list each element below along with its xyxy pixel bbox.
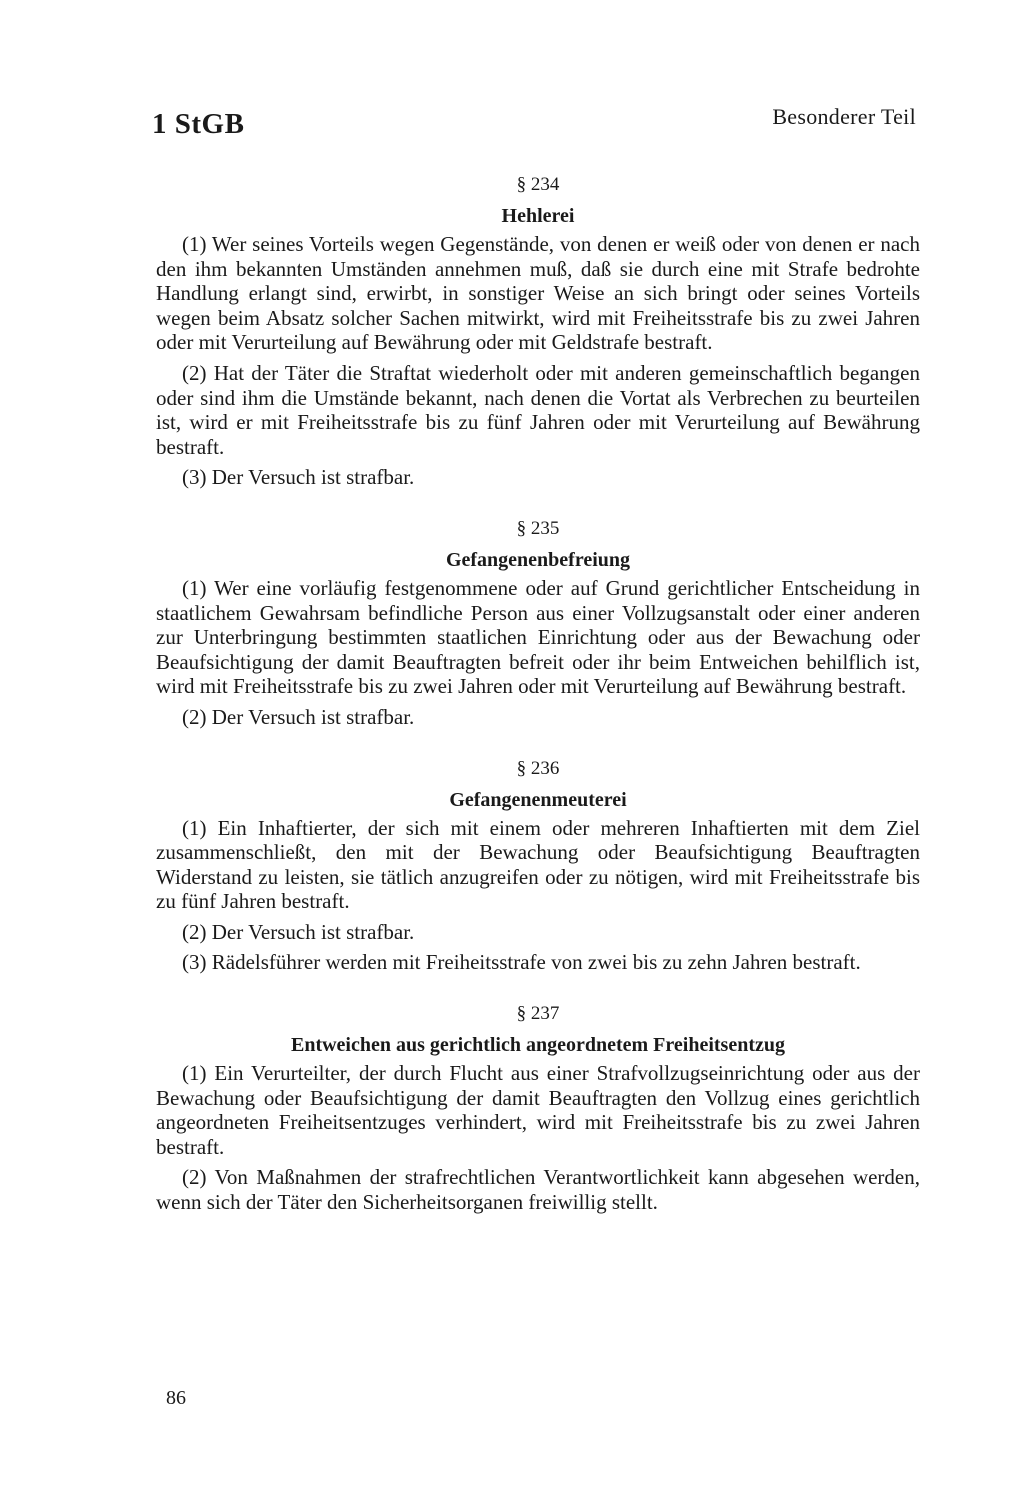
- document-body: [156, 170, 920, 1221]
- section-number: § 235: [516, 517, 560, 539]
- paragraph: (3) Rädelsführer werden mit Freiheitsstrafe von zwei bis zu zehn Jahren bestraft.: [182, 950, 861, 975]
- paragraph: (2) Hat der Täter die Straftat wiederholt oder mit anderen gemeinschaftlich begangen oder sind ihm die Umstände bekannt, nach denen die Vortat als Verbrechen zu beurteilen ist, wird er mit Freiheitsstrafe bis zu fünf Jahren oder mit Verurteilung auf Bewährung bestraft.: [156, 360, 920, 459]
- section-title: Hehlerei: [501, 205, 575, 227]
- page-header: [152, 102, 916, 142]
- paragraph: (1) Ein Verurteilter, der durch Flucht aus einer Strafvollzugseinrichtung oder aus der Bewachung oder Beaufsichtigung der damit Beauftragten den Vollzug eines gerichtlich angeordneten Freiheitsentzuges verhindert, wird mit Freiheitsstrafe bis zu zwei Jahren bestraft.: [156, 1061, 920, 1159]
- section-number: § 234: [516, 174, 560, 195]
- section-title: Gefangenenmeuterei: [449, 788, 627, 811]
- section-237: [156, 999, 920, 1215]
- paragraph: (3) Der Versuch ist strafbar.: [182, 465, 415, 490]
- paragraph: (2) Der Versuch ist strafbar.: [182, 919, 415, 944]
- paragraph: (1) Wer seines Vorteils wegen Gegenstände, von denen er weiß oder von denen er nach den ihm bekannten Umständen annehmen muß, daß sie durch eine mit Strafe bedrohte Handlung erlangt sind, erwirbt, in sonstiger Weise an sich bringt oder seines Vorteils wegen beim Absatz solcher Sachen mitwirkt, wird mit Freiheitsstrafe bis zu zwei Jahren oder mit Verurteilung auf Bewährung oder mit Geldstrafe bestraft.: [156, 232, 920, 355]
- paragraph: (2) Der Versuch ist strafbar.: [182, 704, 415, 729]
- page-number: 86: [166, 1387, 186, 1409]
- section-234: [156, 170, 920, 490]
- section-number: § 236: [516, 757, 560, 779]
- section-235: [156, 514, 920, 730]
- paragraph: (2) Von Maßnahmen der strafrechtlichen Verantwortlichkeit kann abgesehen werden, wenn sich der Täter den Sicherheitsorganen freiwillig stellt.: [156, 1165, 920, 1215]
- paragraph: (1) Wer eine vorläufig festgenommene oder auf Grund gerichtlicher Entscheidung in staatlichem Gewahrsam befindliche Person aus einer Vollzugsanstalt oder einer anderen zur Unterbringung bestimmten staatlichen Einrichtung oder aus der Bewachung oder Beaufsichtigung der damit Beauftragten befreit oder ihr beim Entweichen behilflich ist, wird mit Freiheitsstrafe bis zu zwei Jahren oder mit Verurteilung auf Bewährung bestraft.: [156, 575, 920, 699]
- section-title: Entweichen aus gerichtlich angeordnetem Freiheitsentzug: [290, 1034, 785, 1057]
- section-236: [156, 754, 920, 976]
- section-title: Gefangenenbefreiung: [445, 548, 631, 571]
- paragraph: (1) Ein Inhaftierter, der sich mit einem oder mehreren Inhaftierten mit dem Ziel zusammenschließt, den mit der Bewachung oder Beaufsichtigung Beauftragten Widerstand zu leisten, sie tätlich anzugreifen oder zu nötigen, wird mit Freiheitsstrafe bis zu fünf Jahren bestraft.: [156, 815, 920, 914]
- section-number: § 237: [516, 1003, 560, 1025]
- part-title: Besonderer Teil: [772, 104, 916, 129]
- law-abbreviation: 1 StGB: [152, 108, 245, 140]
